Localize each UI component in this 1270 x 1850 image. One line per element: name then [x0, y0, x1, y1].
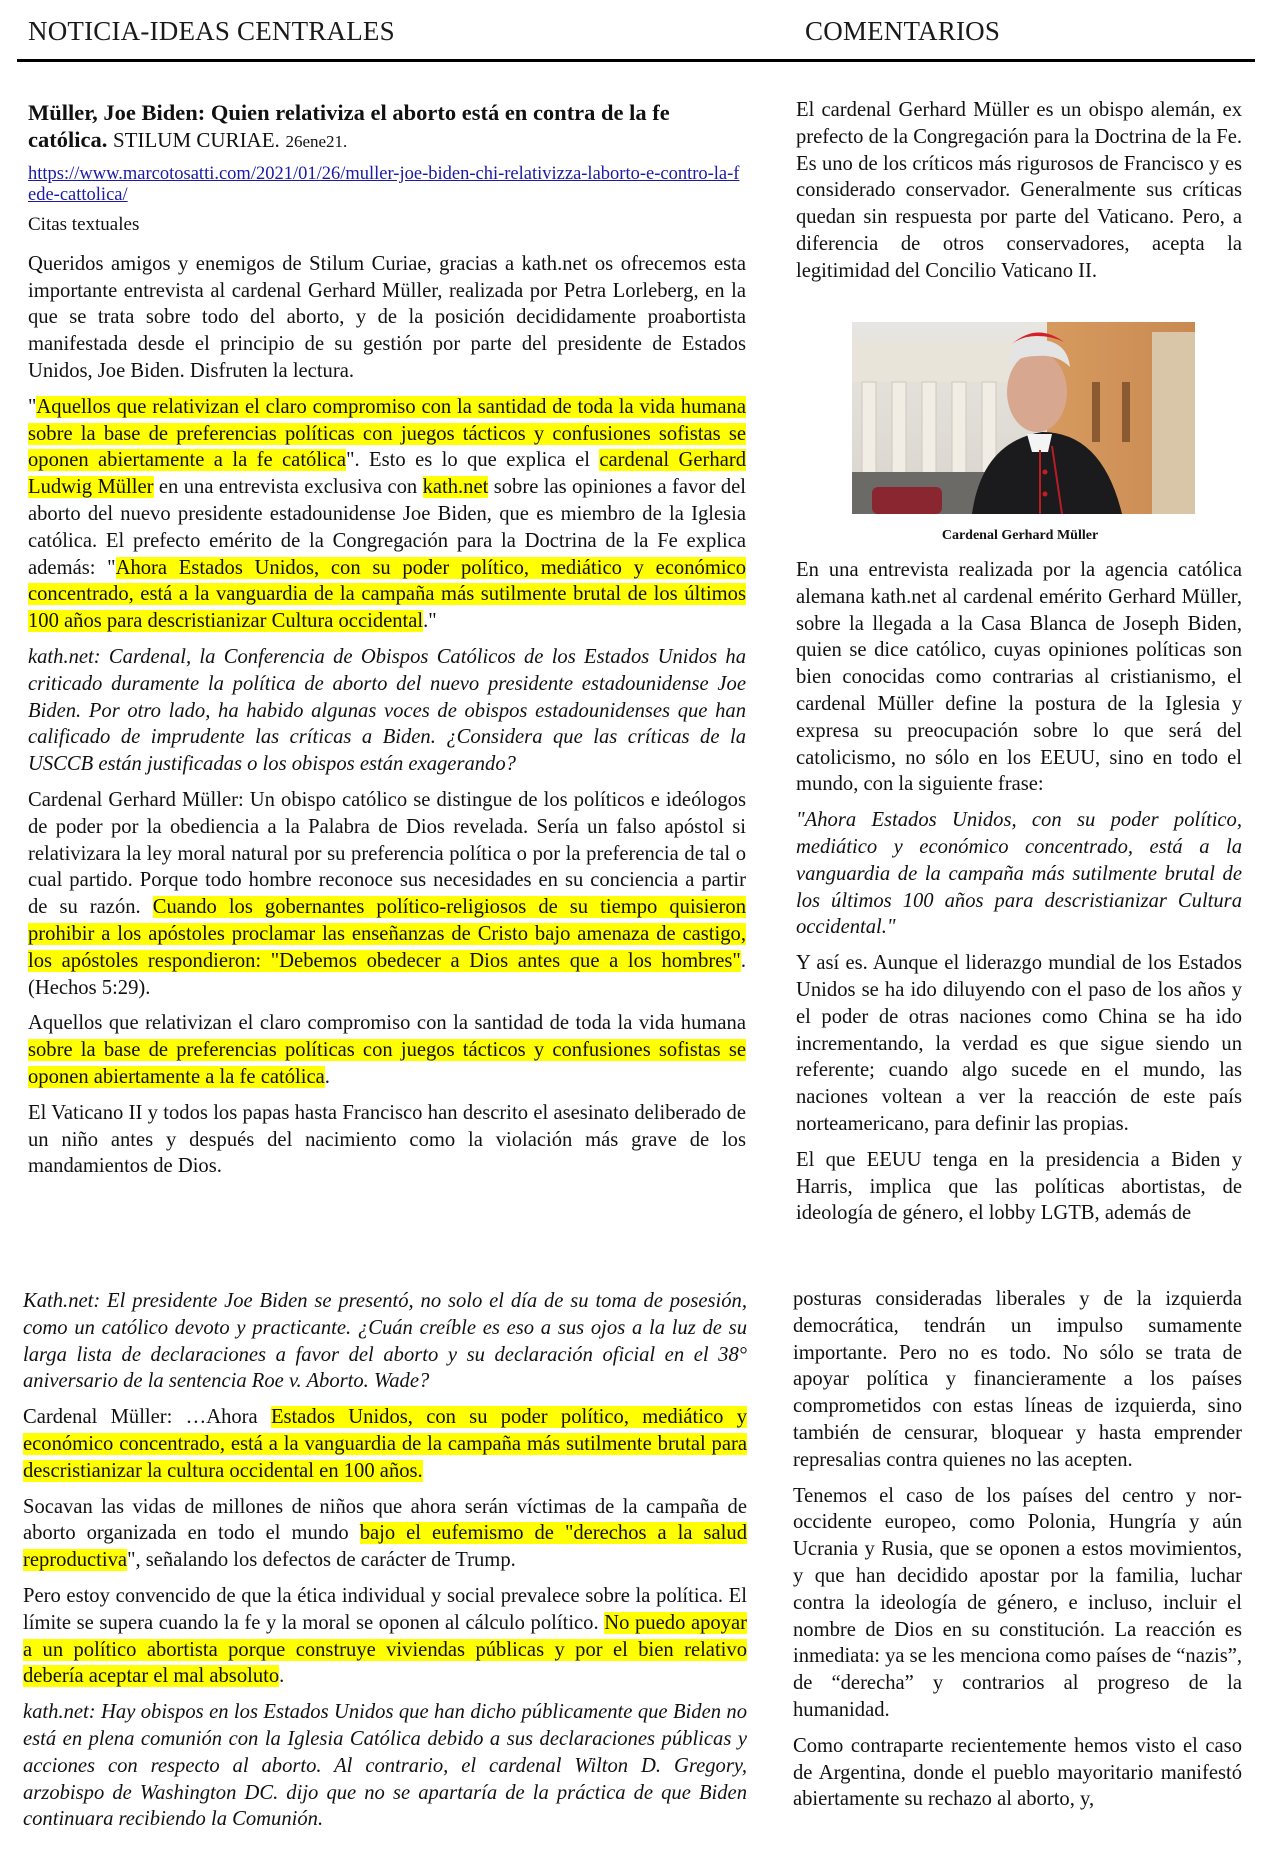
- paragraph: [28, 1100, 746, 1180]
- photo-caption: Cardenal Gerhard Müller: [941, 528, 1099, 543]
- section-heading-noticia: NOTICIA-IDEAS CENTRALES: [28, 16, 395, 46]
- text-segment: ", señalando los defectos de carácter de Trump.: [127, 1549, 516, 1572]
- text-segment: Kath.net: El presidente Joe Biden se presentó, no solo el día de su toma de posesión, como un católico devoto y practicante. ¿Cuán creíble es eso a sus ojos a la luz de su larga lista de declaraciones a favor del aborto y su declaración oficial en el 38° aniversario de la sentencia Roe v. Aborto. Wade?: [23, 1290, 747, 1393]
- highlighted-text: bajo el eufemismo de "derechos a la salud reproductiva: [23, 1522, 747, 1572]
- left-column-lower: [23, 1288, 747, 1842]
- text-segment: "Ahora Estados Unidos, con su poder político, mediático y económico concentrado, está a la vanguardia de la campaña más sutilmente brutal de los últimos 100 años para descristianizar Cultura occidental.": [796, 809, 1242, 939]
- article-source: STILUM CURIAE.: [112, 128, 280, 152]
- paragraph: [796, 950, 1242, 1138]
- text-segment: Cardenal Müller: …Ahora: [23, 1406, 271, 1429]
- text-segment: . (Hechos 5:29).: [28, 949, 746, 999]
- cardinal-photo: [852, 322, 1195, 514]
- paragraph: [28, 1010, 746, 1090]
- paragraph: [793, 1483, 1242, 1724]
- text-segment: Pero estoy convencido de que la ética individual y social prevalece sobre la política. El límite se supera cuando la fe y la moral se oponen al cálculo político.: [23, 1584, 747, 1634]
- left-column-upper: [28, 99, 746, 1189]
- text-segment: sobre las opiniones a favor del aborto del nuevo presidente estadounidense Joe Biden, que es miembro de la Iglesia católica. El prefecto emérito de la Congregación para la Doctrina de la Fe explica además: ": [28, 476, 746, 579]
- paragraph: [796, 97, 1242, 285]
- paragraph: [23, 1404, 747, 1484]
- paragraph: [796, 557, 1242, 798]
- right-column-top: [796, 97, 1242, 294]
- header-rule: [17, 59, 1255, 62]
- right-lower-paragraphs: [793, 1286, 1242, 1813]
- text-segment: El cardenal Gerhard Müller es un obispo alemán, ex prefecto de la Congregación para la Doctrina de la Fe. Es uno de los críticos más rigurosos de Francisco y es considerado conservador. Generalmente sus críticas quedan sin respuesta por parte del Vaticano. Pero, a diferencia de otros conservadores, acepta la legitimidad del Concilio Vaticano II.: [796, 99, 1242, 282]
- text-segment: kath.net: Hay obispos en los Estados Unidos que han dicho públicamente que Biden no está en plena comunión con la Iglesia Católica debido a sus declaraciones públicas y acciones con respecto al aborto. Al contrario, el cardenal Wilton D. Gregory, arzobispo de Washington DC. dijo que no se apartaría de la práctica de que Biden continuara recibiendo la Comunión.: [23, 1701, 747, 1831]
- text-segment: .: [324, 1065, 330, 1088]
- article-link[interactable]: https://www.marcotosatti.com/2021/01/26/muller-joe-biden-chi-relativizza-laborto-e-contro-la-fede-cattolica/: [28, 164, 740, 205]
- highlighted-text: Aquellos que relativizan el claro compromiso con la santidad de toda la vida humana sobre la base de preferencias políticas con juegos tácticos y confusiones sofistas se oponen abiertamente a la fe católica: [28, 395, 746, 472]
- paragraph: [793, 1286, 1242, 1474]
- text-segment: En una entrevista realizada por la agencia católica alemana kath.net al cardenal emérito Gerhard Müller, sobre la llegada a la Casa Blanca de Joseph Biden, quien se dice católico, cuyas opiniones políticas son bien conocidas como contrarias al cristianismo, el cardenal Müller define la postura de la Iglesia y expresa su preocupación sobre lo que será del catolicismo, no sólo en los EEUU, sino en todo el mundo, con la siguiente frase:: [796, 559, 1242, 796]
- article-title-text: Müller, Joe Biden: Quien relativiza el aborto está en contra de la fe católica.: [28, 100, 670, 152]
- left-lower-paragraphs: [23, 1288, 747, 1833]
- section-heading-comentarios: COMENTARIOS: [805, 16, 1001, 46]
- article-title: [28, 99, 746, 155]
- text-segment: .: [279, 1665, 285, 1688]
- paragraph: [23, 1583, 747, 1690]
- paragraph: [793, 1733, 1242, 1813]
- right-column-middle: [796, 557, 1242, 1236]
- cardinal-portrait-image: [852, 322, 1195, 514]
- highlighted-text: cardenal Gerhard Ludwig Müller: [28, 449, 747, 499]
- right-column-lower: [793, 1286, 1242, 1822]
- highlighted-text: kath.net: [422, 476, 489, 499]
- highlighted-text: Ahora Estados Unidos, con su poder político, mediático y económico concentrado, está a la vanguardia de la campaña más sutilmente brutal de los últimos 100 años para descristianizar Cultura occidental: [28, 556, 746, 633]
- paragraph: [796, 807, 1242, 941]
- highlighted-text: Estados Unidos, con su poder político, mediático y económico concentrado, está a la vanguardia de la campaña más sutilmente brutal para descristianizar la cultura occidental en 100 años.: [23, 1406, 747, 1482]
- paragraph: [28, 787, 746, 1001]
- paragraph: [796, 1147, 1242, 1227]
- text-segment: Como contraparte recientemente hemos visto el caso de Argentina, donde el pueblo mayoritario manifestó abiertamente su rechazo al aborto, y,: [793, 1734, 1242, 1811]
- highlighted-text: Cuando los gobernantes político-religiosos de su tiempo quisieron prohibir a los apóstoles proclamar las enseñanzas de Cristo bajo amenaza de castigo, los apóstoles respondieron: "Debemos obedecer a Dios antes que a los hombres": [28, 896, 746, 972]
- highlighted-text: sobre la base de preferencias políticas con juegos tácticos y confusiones sofistas se oponen abiertamente a la fe católica: [28, 1039, 746, 1088]
- right-middle-paragraphs: [796, 557, 1242, 1227]
- text-segment: en una entrevista exclusiva con: [153, 476, 423, 499]
- article-date: 26ene21.: [285, 132, 348, 151]
- text-segment: Queridos amigos y enemigos de Stilum Curiae, gracias a kath.net os ofrecemos esta importante entrevista al cardenal Gerhard Müller, realizada por Petra Lorleberg, en la que se trata sobre todo del aborto, y de la posición decididamente proabortista manifestada desde el principio de su gestión por parte del presidente de Estados Unidos, Joe Biden. Disfruten la lectura.: [28, 252, 746, 382]
- text-segment: El que EEUU tenga en la presidencia a Biden y Harris, implica que las políticas abortistas, de ideología de género, el lobby LGTB, además de: [796, 1148, 1242, 1225]
- paragraph: [23, 1494, 747, 1574]
- paragraph: [23, 1699, 747, 1833]
- left-upper-paragraphs: [28, 251, 746, 1180]
- paragraph: [28, 251, 746, 385]
- text-segment: Socavan las vidas de millones de niños que ahora serán víctimas de la campaña de aborto organizada en todo el mundo: [23, 1495, 747, 1545]
- paragraph: [28, 644, 746, 778]
- text-segment: El Vaticano II y todos los papas hasta Francisco han descrito el asesinato deliberado de un niño antes y después del nacimiento como la violación más grave de los mandamientos de Dios.: [28, 1101, 746, 1178]
- text-segment: ": [28, 395, 37, 418]
- section-label: Citas textuales: [28, 214, 140, 235]
- text-segment: .": [423, 610, 437, 633]
- text-segment: Cardenal Gerhard Müller: Un obispo católico se distingue de los políticos e ideólogos de poder por la obediencia a la Palabra de Dios revelada. Sería un falso apóstol si relativizara la ley moral natural por su preferencia política o por la preferencia de tal o cual partido. Porque todo hombre reconoce sus necesidades en su conciencia a partir de su razón.: [28, 788, 746, 919]
- paragraph: [28, 394, 746, 635]
- text-segment: Tenemos el caso de los países del centro y nor-occidente europeo, como Polonia, Hungría y aún Ucrania y Rusia, que se oponen a estos movimientos, y que han decidido apostar por la familia, luchar contra la ideología de género, e incluso, incluir el nombre de Dios en su constitución. La reacción es inmediata: ya se les menciona como países de “nazis”, de “derecha” y contrarios al progreso de la humanidad.: [793, 1484, 1242, 1721]
- highlighted-text: No puedo apoyar a un político abortista porque construye viviendas públicas y por el bien relativo debería aceptar el mal absoluto: [23, 1611, 748, 1688]
- paragraph: [23, 1288, 747, 1395]
- right-top-paragraphs: [796, 97, 1242, 285]
- text-segment: ". Esto es lo que explica el: [346, 449, 600, 472]
- text-segment: Aquellos que relativizan el claro compromiso con la santidad de toda la vida humana: [28, 1012, 746, 1035]
- text-segment: Y así es. Aunque el liderazgo mundial de los Estados Unidos se ha ido diluyendo con el paso de los años y el poder de otras naciones como China se ha ido incrementando, la verdad es que sigue siendo un referente; cuando algo sucede en el mundo, las naciones voltean a ver la reacción de este país norteamericano, para definir las propias.: [796, 952, 1242, 1135]
- text-segment: posturas consideradas liberales y de la izquierda democrática, tendrán un impulso sumamente importante. Pero no es todo. No sólo se trata de apoyar política y financieramente a los países comprometidos con estas líneas de izquierda, sino también de censurar, bloquear y hasta emprender represalias contra quienes no las acepten.: [793, 1288, 1242, 1471]
- text-segment: kath.net: Cardenal, la Conferencia de Obispos Católicos de los Estados Unidos ha criticado duramente la política de aborto del nuevo presidente estadounidense Joe Biden. Por otro lado, ha habido algunas voces de obispos estadounidenses que han calificado de imprudente las críticas a Biden. ¿Considera que las críticas de la USCCB están justificadas o los obispos están exagerando?: [28, 645, 746, 776]
